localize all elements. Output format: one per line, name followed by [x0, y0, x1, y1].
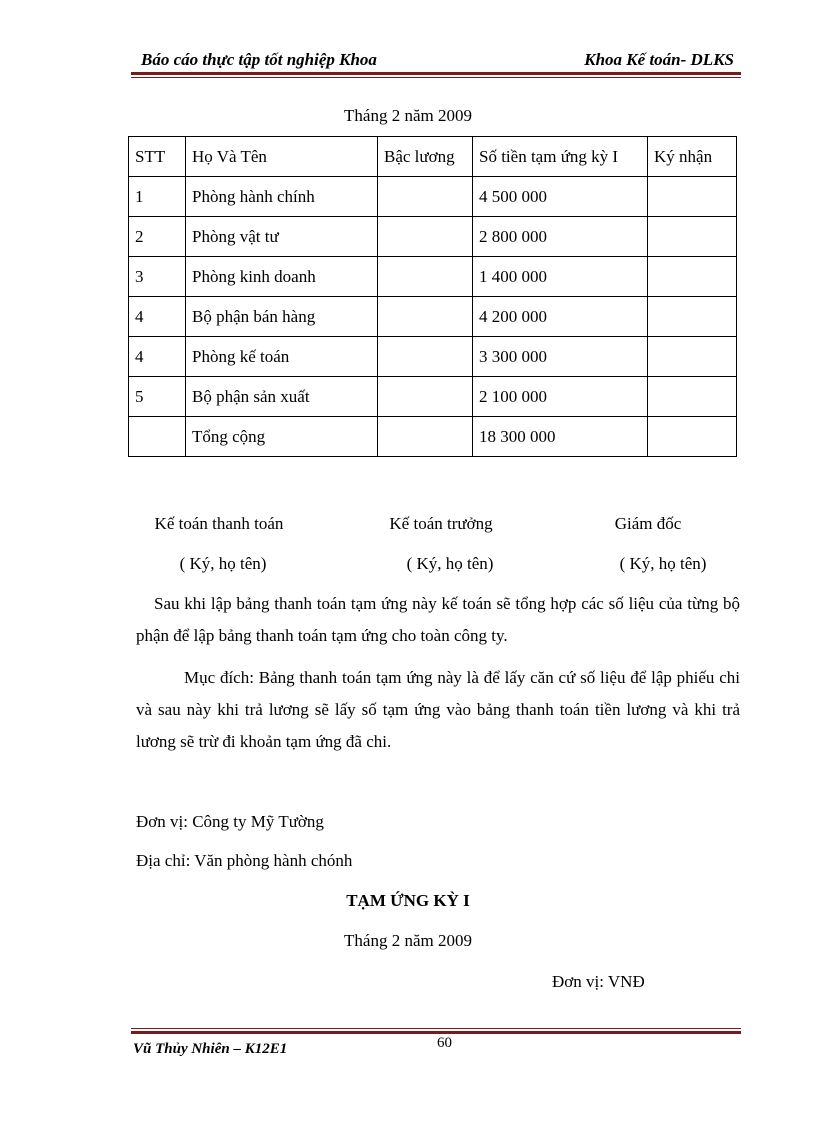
column-header: STT [129, 137, 186, 177]
table-cell: 1 [129, 177, 186, 217]
footer-author: Vũ Thủy Nhiên – K12E1 [133, 1041, 288, 1057]
table-cell [648, 177, 737, 217]
column-header: Số tiền tạm ứng kỳ I [473, 137, 648, 177]
paragraph-purpose: Mục đích: Bảng thanh toán tạm ứng này là để lấy căn cứ số liệu để lập phiếu chi và sau này khi trả lương sẽ lấy số tạm ứng vào bảng thanh toán tiền lương và khi trả lương sẽ trừ đi khoản tạm ứng đã chi. [136, 668, 740, 751]
table-cell [378, 257, 473, 297]
paragraph-summary: Sau khi lập bảng thanh toán tạm ứng này kế toán sẽ tổng hợp các số liệu của từng bộ phận để lập bảng thanh toán tạm ứng cho toàn công ty. [136, 594, 740, 645]
currency-unit: Đơn vị: VNĐ [552, 972, 645, 991]
table-cell [648, 377, 737, 417]
table-row [129, 257, 737, 297]
section-title: TẠM ỨNG KỲ I [346, 891, 470, 910]
advance-payment-table [128, 136, 737, 457]
table-cell: 2 800 000 [473, 217, 648, 257]
unit-address: Địa chỉ: Văn phòng hành chónh [136, 851, 353, 870]
table-cell: 3 [129, 257, 186, 297]
table-cell: 5 [129, 377, 186, 417]
table-row [129, 417, 737, 457]
header-rule-thick [131, 72, 741, 75]
table-cell: 2 [129, 217, 186, 257]
table-cell: Phòng hành chính [186, 177, 378, 217]
header-right-title: Khoa Kế toán- DLKS [584, 50, 734, 69]
unit-name: Đơn vị: Công ty Mỹ Tường [136, 812, 324, 831]
signature-note-accountant: ( Ký, họ tên) [179, 554, 267, 573]
table-cell [378, 217, 473, 257]
table-cell [648, 337, 737, 377]
table-cell: 4 500 000 [473, 177, 648, 217]
table-cell: Phòng kế toán [186, 337, 378, 377]
column-header: Ký nhận [648, 137, 737, 177]
table-cell: Phòng kinh doanh [186, 257, 378, 297]
table-cell [648, 217, 737, 257]
table-cell [378, 337, 473, 377]
signature-role-accountant: Kế toán thanh toán [154, 514, 284, 533]
column-header: Họ Và Tên [186, 137, 378, 177]
table-header-row [129, 137, 737, 177]
table-cell [129, 417, 186, 457]
signature-role-director: Giám đốc [614, 514, 682, 533]
table-cell [378, 377, 473, 417]
table-cell [648, 417, 737, 457]
table-cell: 3 300 000 [473, 337, 648, 377]
table-cell: 4 [129, 297, 186, 337]
table-cell: 18 300 000 [473, 417, 648, 457]
table-row [129, 177, 737, 217]
page-number: 60 [437, 1035, 452, 1051]
table-cell [378, 177, 473, 217]
table-title: Tháng 2 năm 2009 [344, 106, 472, 125]
table-row [129, 337, 737, 377]
table-cell [648, 297, 737, 337]
table-cell: 1 400 000 [473, 257, 648, 297]
column-header: Bậc lương [378, 137, 473, 177]
table-cell [378, 417, 473, 457]
table-cell: Bộ phận bán hàng [186, 297, 378, 337]
table-row [129, 217, 737, 257]
section-date: Tháng 2 năm 2009 [344, 931, 472, 950]
table-cell: Tổng cộng [186, 417, 378, 457]
table-cell: Bộ phận sản xuất [186, 377, 378, 417]
table-cell: 4 200 000 [473, 297, 648, 337]
table-cell: 2 100 000 [473, 377, 648, 417]
table-cell: Phòng vật tư [186, 217, 378, 257]
footer-rule-thin [131, 1028, 741, 1029]
signature-note-director: ( Ký, họ tên) [619, 554, 707, 573]
footer-rule-thick [131, 1031, 741, 1034]
header-rule-thin [131, 77, 741, 78]
table-row [129, 297, 737, 337]
table-row [129, 377, 737, 417]
signature-role-chief-accountant: Kế toán trưởng [389, 514, 493, 533]
table-cell [648, 257, 737, 297]
table-cell: 4 [129, 337, 186, 377]
signature-note-chief-accountant: ( Ký, họ tên) [406, 554, 494, 573]
header-left-title: Báo cáo thực tập tốt nghiệp Khoa [141, 50, 377, 69]
table-cell [378, 297, 473, 337]
